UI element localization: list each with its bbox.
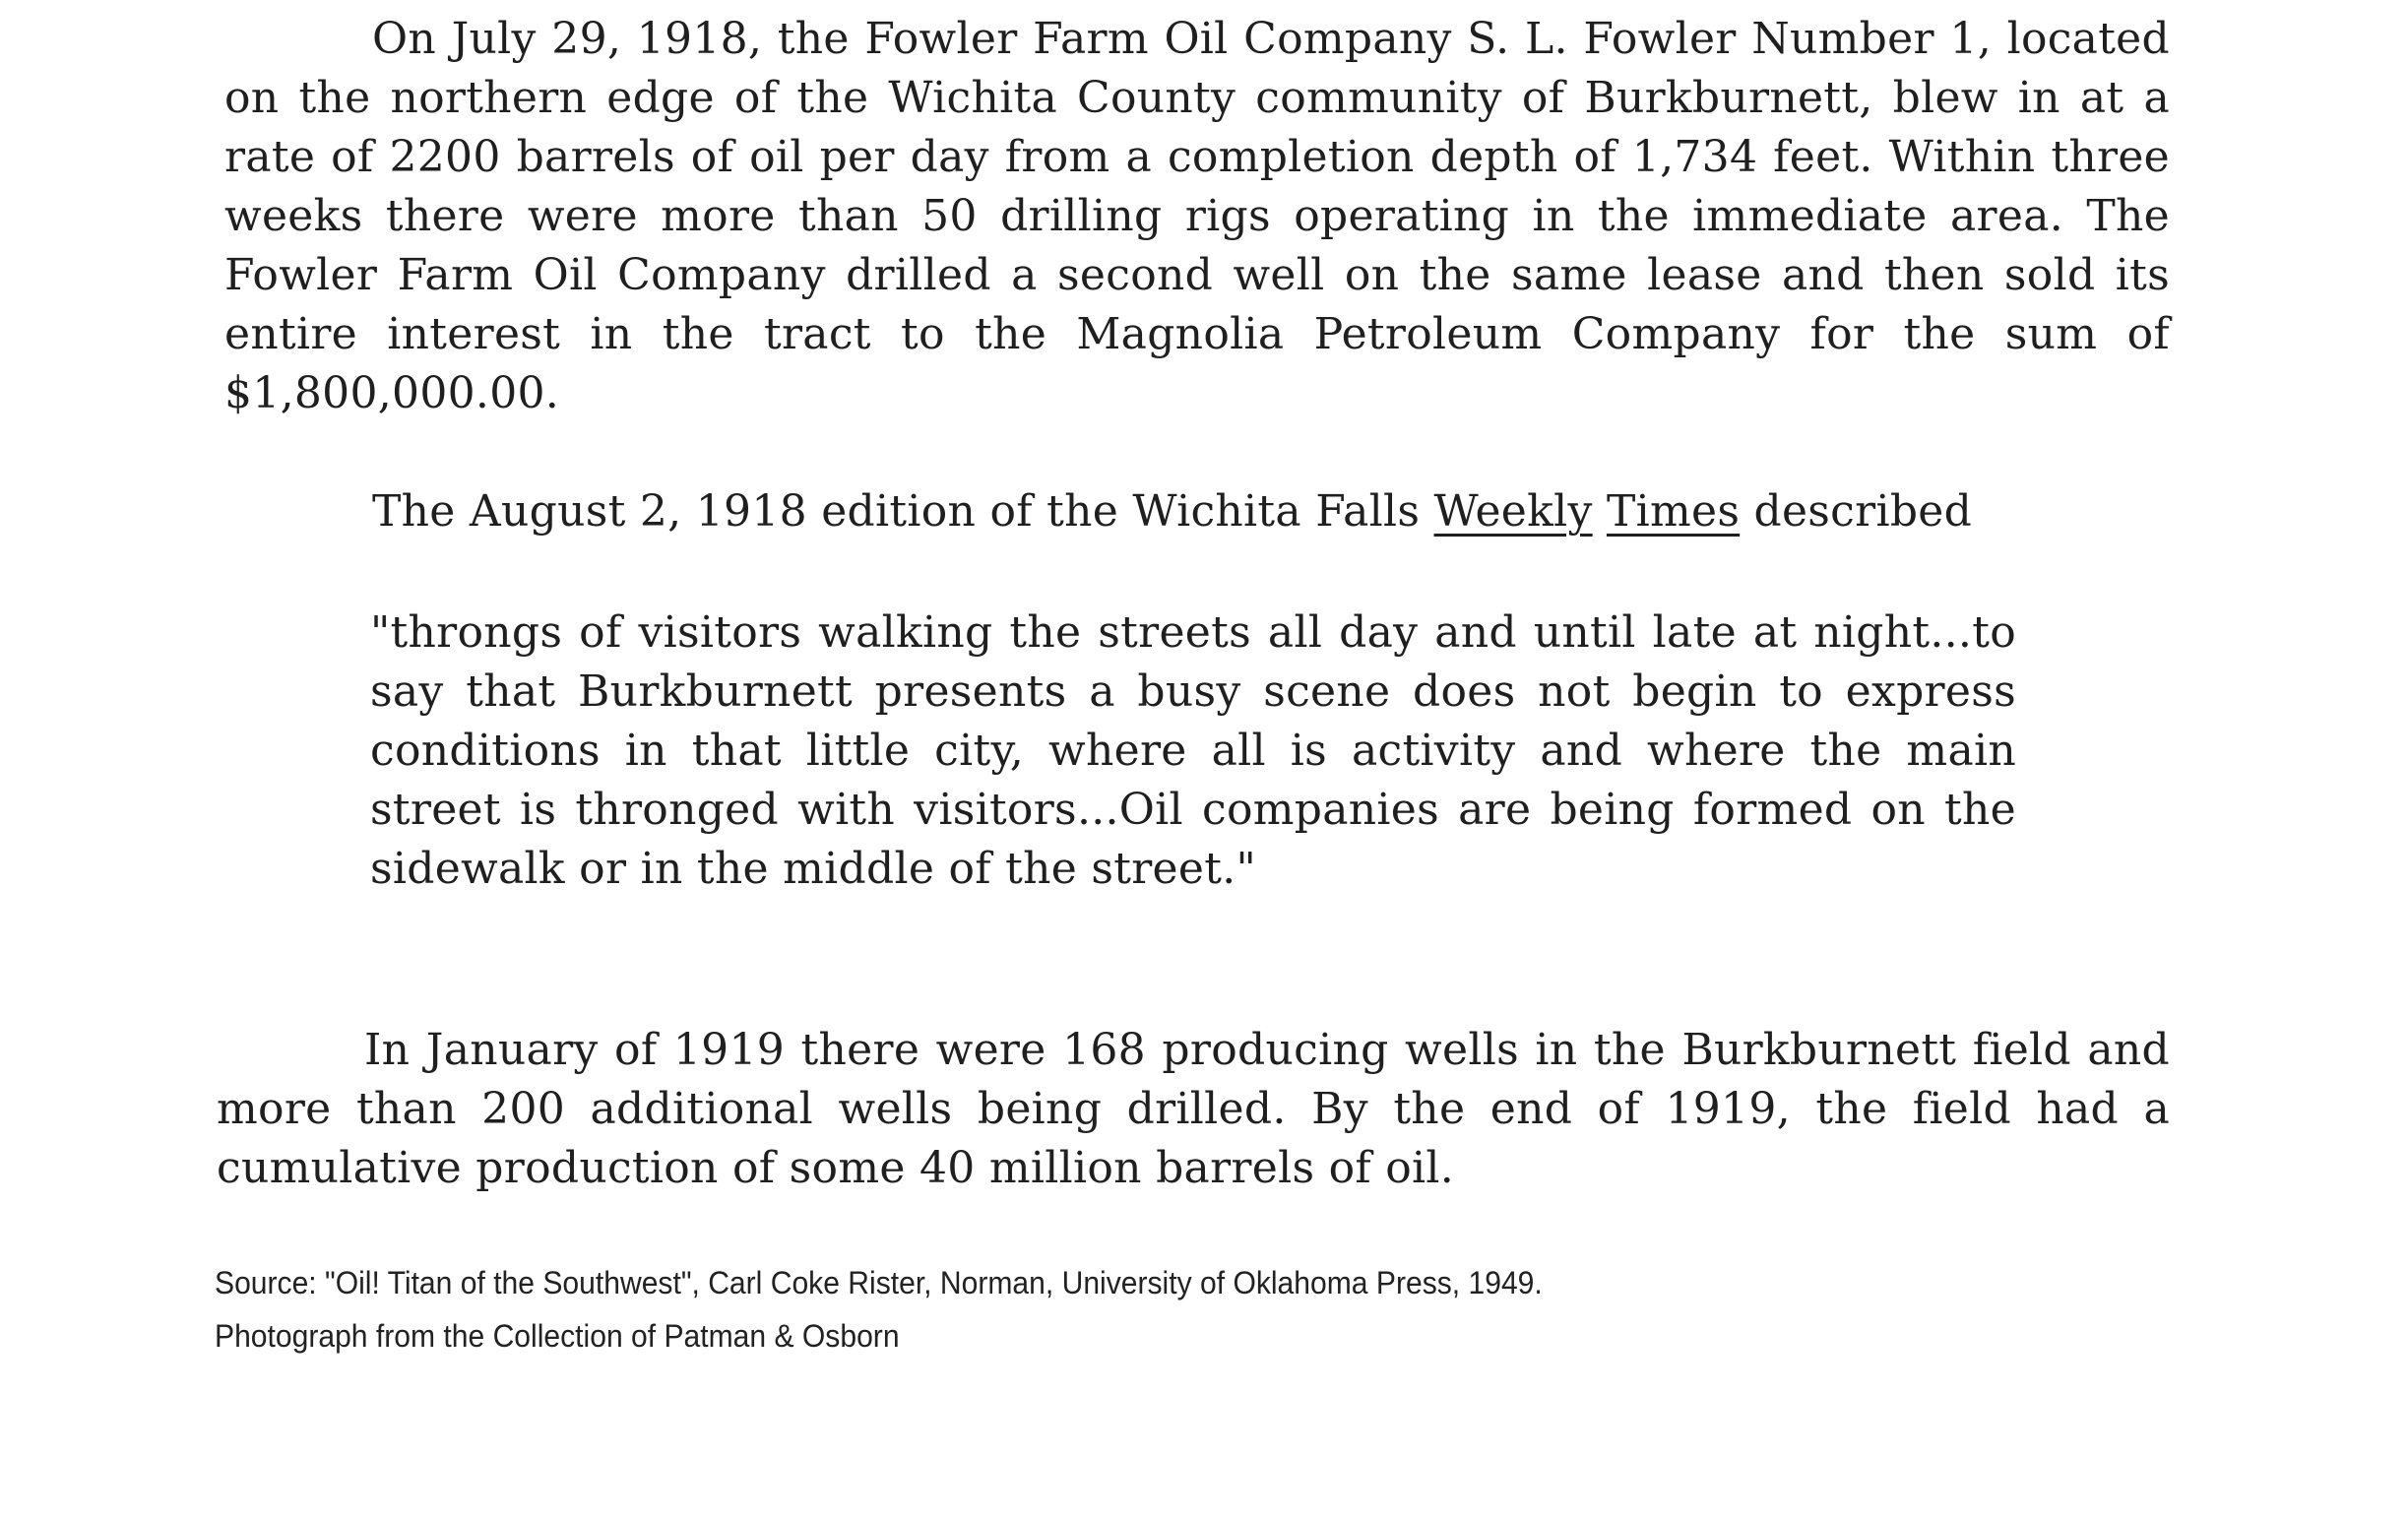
paragraph-fowler-well bbox=[224, 10, 2170, 423]
source-citation: Source: "Oil! Titan of the Southwest", Carl Coke Rister, Norman, University of Oklahoma Press, 1949. bbox=[215, 1265, 1543, 1300]
block-quote-text: "throngs of visitors walking the streets all day and until late at night...to say that Burkburnett presents a busy scene does not begin to express conditions in that little city, where all is activity and where the main street is thronged with visitors...Oil companies are being formed on the sidewalk or in the middle of the street." bbox=[370, 607, 2016, 894]
newspaper-name-times: Times bbox=[1606, 486, 1741, 537]
newspaper-name-weekly: Weekly bbox=[1433, 486, 1593, 537]
paragraph-newspaper-intro-text: The August 2, 1918 edition of the Wichita Falls bbox=[372, 486, 1434, 537]
paragraph-production bbox=[217, 1021, 2170, 1198]
photo-credit: Photograph from the Collection of Patman & Osborn bbox=[215, 1318, 900, 1354]
paragraph-newspaper-intro-end: described bbox=[1740, 486, 1973, 537]
paragraph-newspaper-intro bbox=[372, 482, 2184, 541]
paragraph-fowler-well-text: On July 29, 1918, the Fowler Farm Oil Company S. L. Fowler Number 1, located on the northern edge of the Wichita County community of Burkburnett, blew in at a rate of 2200 barrels of oil per day from a completion depth of 1,734 feet. Within three weeks there were more than 50 drilling rigs operating in the immediate area. The Fowler Farm Oil Company drilled a second well on the same lease and then sold its entire interest in the tract to the Magnolia Petroleum Company for the sum of $1,800,000.00. bbox=[224, 14, 2170, 418]
block-quote bbox=[370, 603, 2016, 899]
paragraph-production-text: In January of 1919 there were 168 producing wells in the Burkburnett field and more than 200 additional wells being drilled. By the end of 1919, the field had a cumulative production of some 40 million barrels of oil. bbox=[217, 1025, 2170, 1193]
